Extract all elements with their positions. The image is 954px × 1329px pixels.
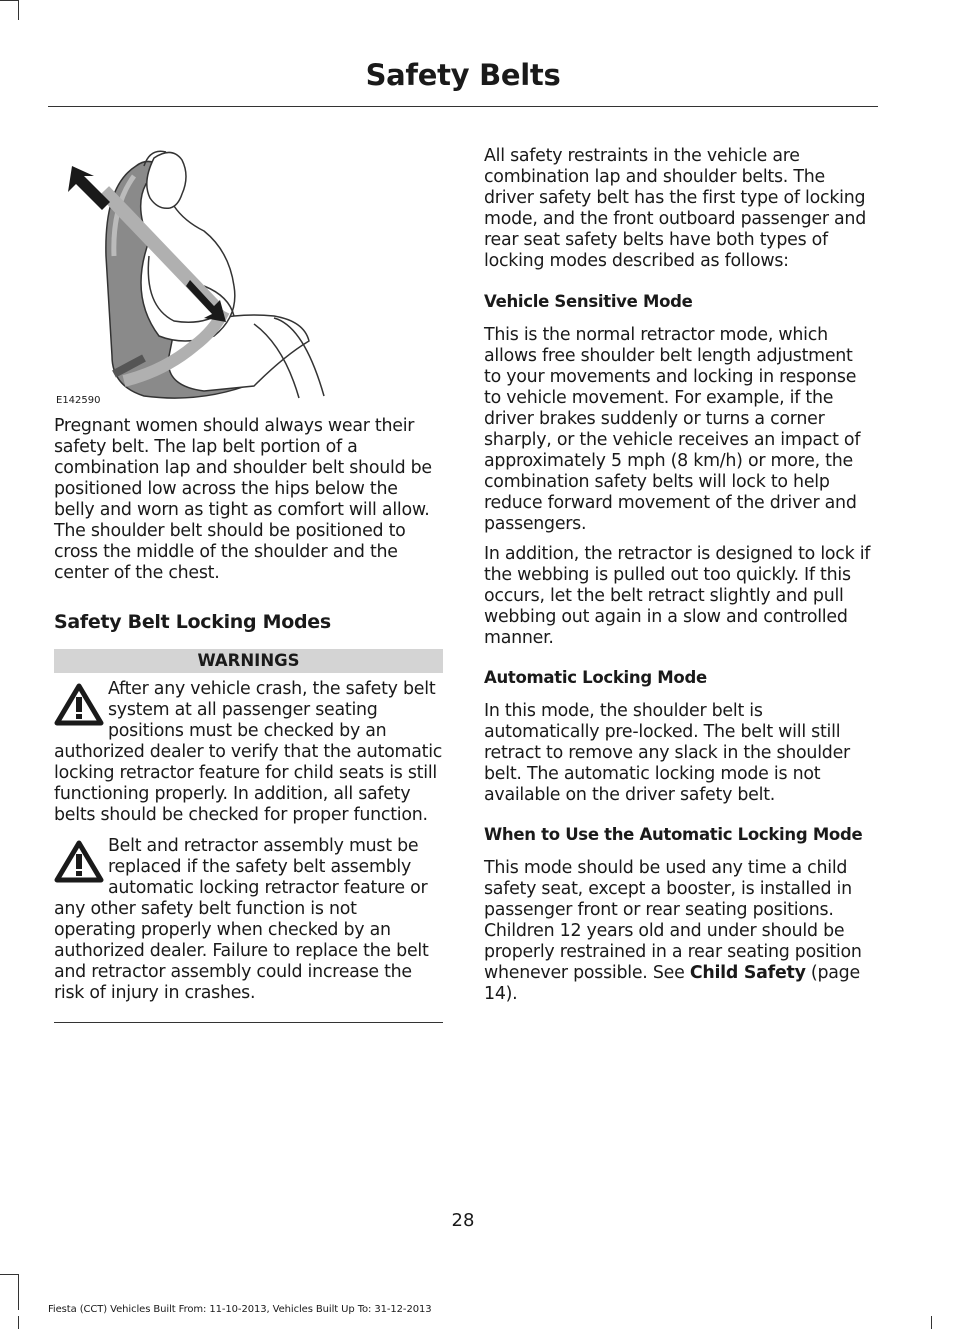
right-column	[484, 146, 873, 1005]
warning-item	[54, 679, 443, 826]
warning-text: Belt and retractor assembly must be replaced if the safety belt assembly automatic locking retractor feature or any other safety belt function is not operating properly when checked by an authorized dealer. Failure to replace the belt and retractor assembly could increase the risk of injury in crashes.	[54, 836, 429, 1003]
warnings-heading: WARNINGS	[54, 649, 443, 673]
automatic-locking-mode-paragraph: In this mode, the shoulder belt is automatically pre-locked. The belt will still retract to remove any slack in the shoulder belt. The automatic locking mode is not available on the driver safety belt.	[484, 701, 850, 805]
crop-mark	[18, 0, 19, 20]
page-title: Safety Belts	[365, 58, 561, 92]
warning-item	[54, 836, 443, 1004]
warning-triangle-icon	[54, 683, 104, 727]
when-to-use-heading: When to Use the Automatic Locking Mode	[484, 825, 863, 844]
page-number: 28	[451, 1210, 475, 1231]
crop-mark	[18, 1274, 19, 1310]
page-reference: (page 14).	[484, 963, 860, 1004]
header-rule	[48, 106, 878, 107]
footer-text: Fiesta (CCT) Vehicles Built From: 11-10-2013, Vehicles Built Up To: 31-12-2013	[48, 1304, 432, 1315]
left-column	[54, 146, 443, 1023]
when-to-use-text: This mode should be used any time a child safety seat, except a booster, is installed in passenger front or rear seating positions. Children 12 years old and under should be properly restrained in a rear seating position whenever possible. See	[484, 858, 862, 983]
crop-mark	[0, 1274, 18, 1275]
child-safety-link[interactable]: Child Safety	[689, 963, 806, 983]
retractor-lock-paragraph: In addition, the retractor is designed to lock if the webbing is pulled out too quickly. If this occurs, let the belt retract slightly and pull webbing out again in a slow and controlled manner.	[484, 544, 871, 648]
vehicle-sensitive-mode-heading: Vehicle Sensitive Mode	[484, 292, 693, 311]
pregnant-seatbelt-illustration	[54, 146, 443, 408]
warnings-end-rule	[54, 1022, 443, 1023]
automatic-locking-mode-heading: Automatic Locking Mode	[484, 668, 707, 687]
figure-label: E142590	[56, 395, 101, 406]
when-to-use-paragraph	[484, 858, 873, 1005]
vehicle-sensitive-mode-paragraph: This is the normal retractor mode, which allows free shoulder belt length adjustment to your movements and locking in response to vehicle movement. For example, if the driver brakes suddenly or turns a corner sharply, or the vehicle receives an impact of approximately 5 mph (8 km/h) or more, the combination safety belts will lock to help reduce forward movement of the driver and passengers.	[484, 325, 861, 534]
crop-mark	[931, 1316, 932, 1329]
pregnant-women-paragraph: Pregnant women should always wear their safety belt. The lap belt portion of a combination lap and shoulder belt should be positioned low across the hips below the belly and worn as tight as comfort will allow. The shoulder belt should be positioned to cross the middle of the shoulder and the center of the chest.	[54, 416, 432, 583]
restraints-paragraph: All safety restraints in the vehicle are combination lap and shoulder belts. The driver safety belt has the first type of locking mode, and the front outboard passenger and rear seat safety belts have both types of locking modes described as follows:	[484, 146, 866, 271]
warning-triangle-icon	[54, 840, 104, 884]
section-heading: Safety Belt Locking Modes	[54, 611, 331, 633]
warning-text: After any vehicle crash, the safety belt system at all passenger seating positions must be checked by an authorized dealer to verify that the automatic locking retractor feature for child seats is still functioning properly. In addition, all safety belts should be checked for proper function.	[54, 679, 443, 825]
crop-mark	[0, 0, 18, 1]
crop-mark	[18, 1316, 19, 1329]
